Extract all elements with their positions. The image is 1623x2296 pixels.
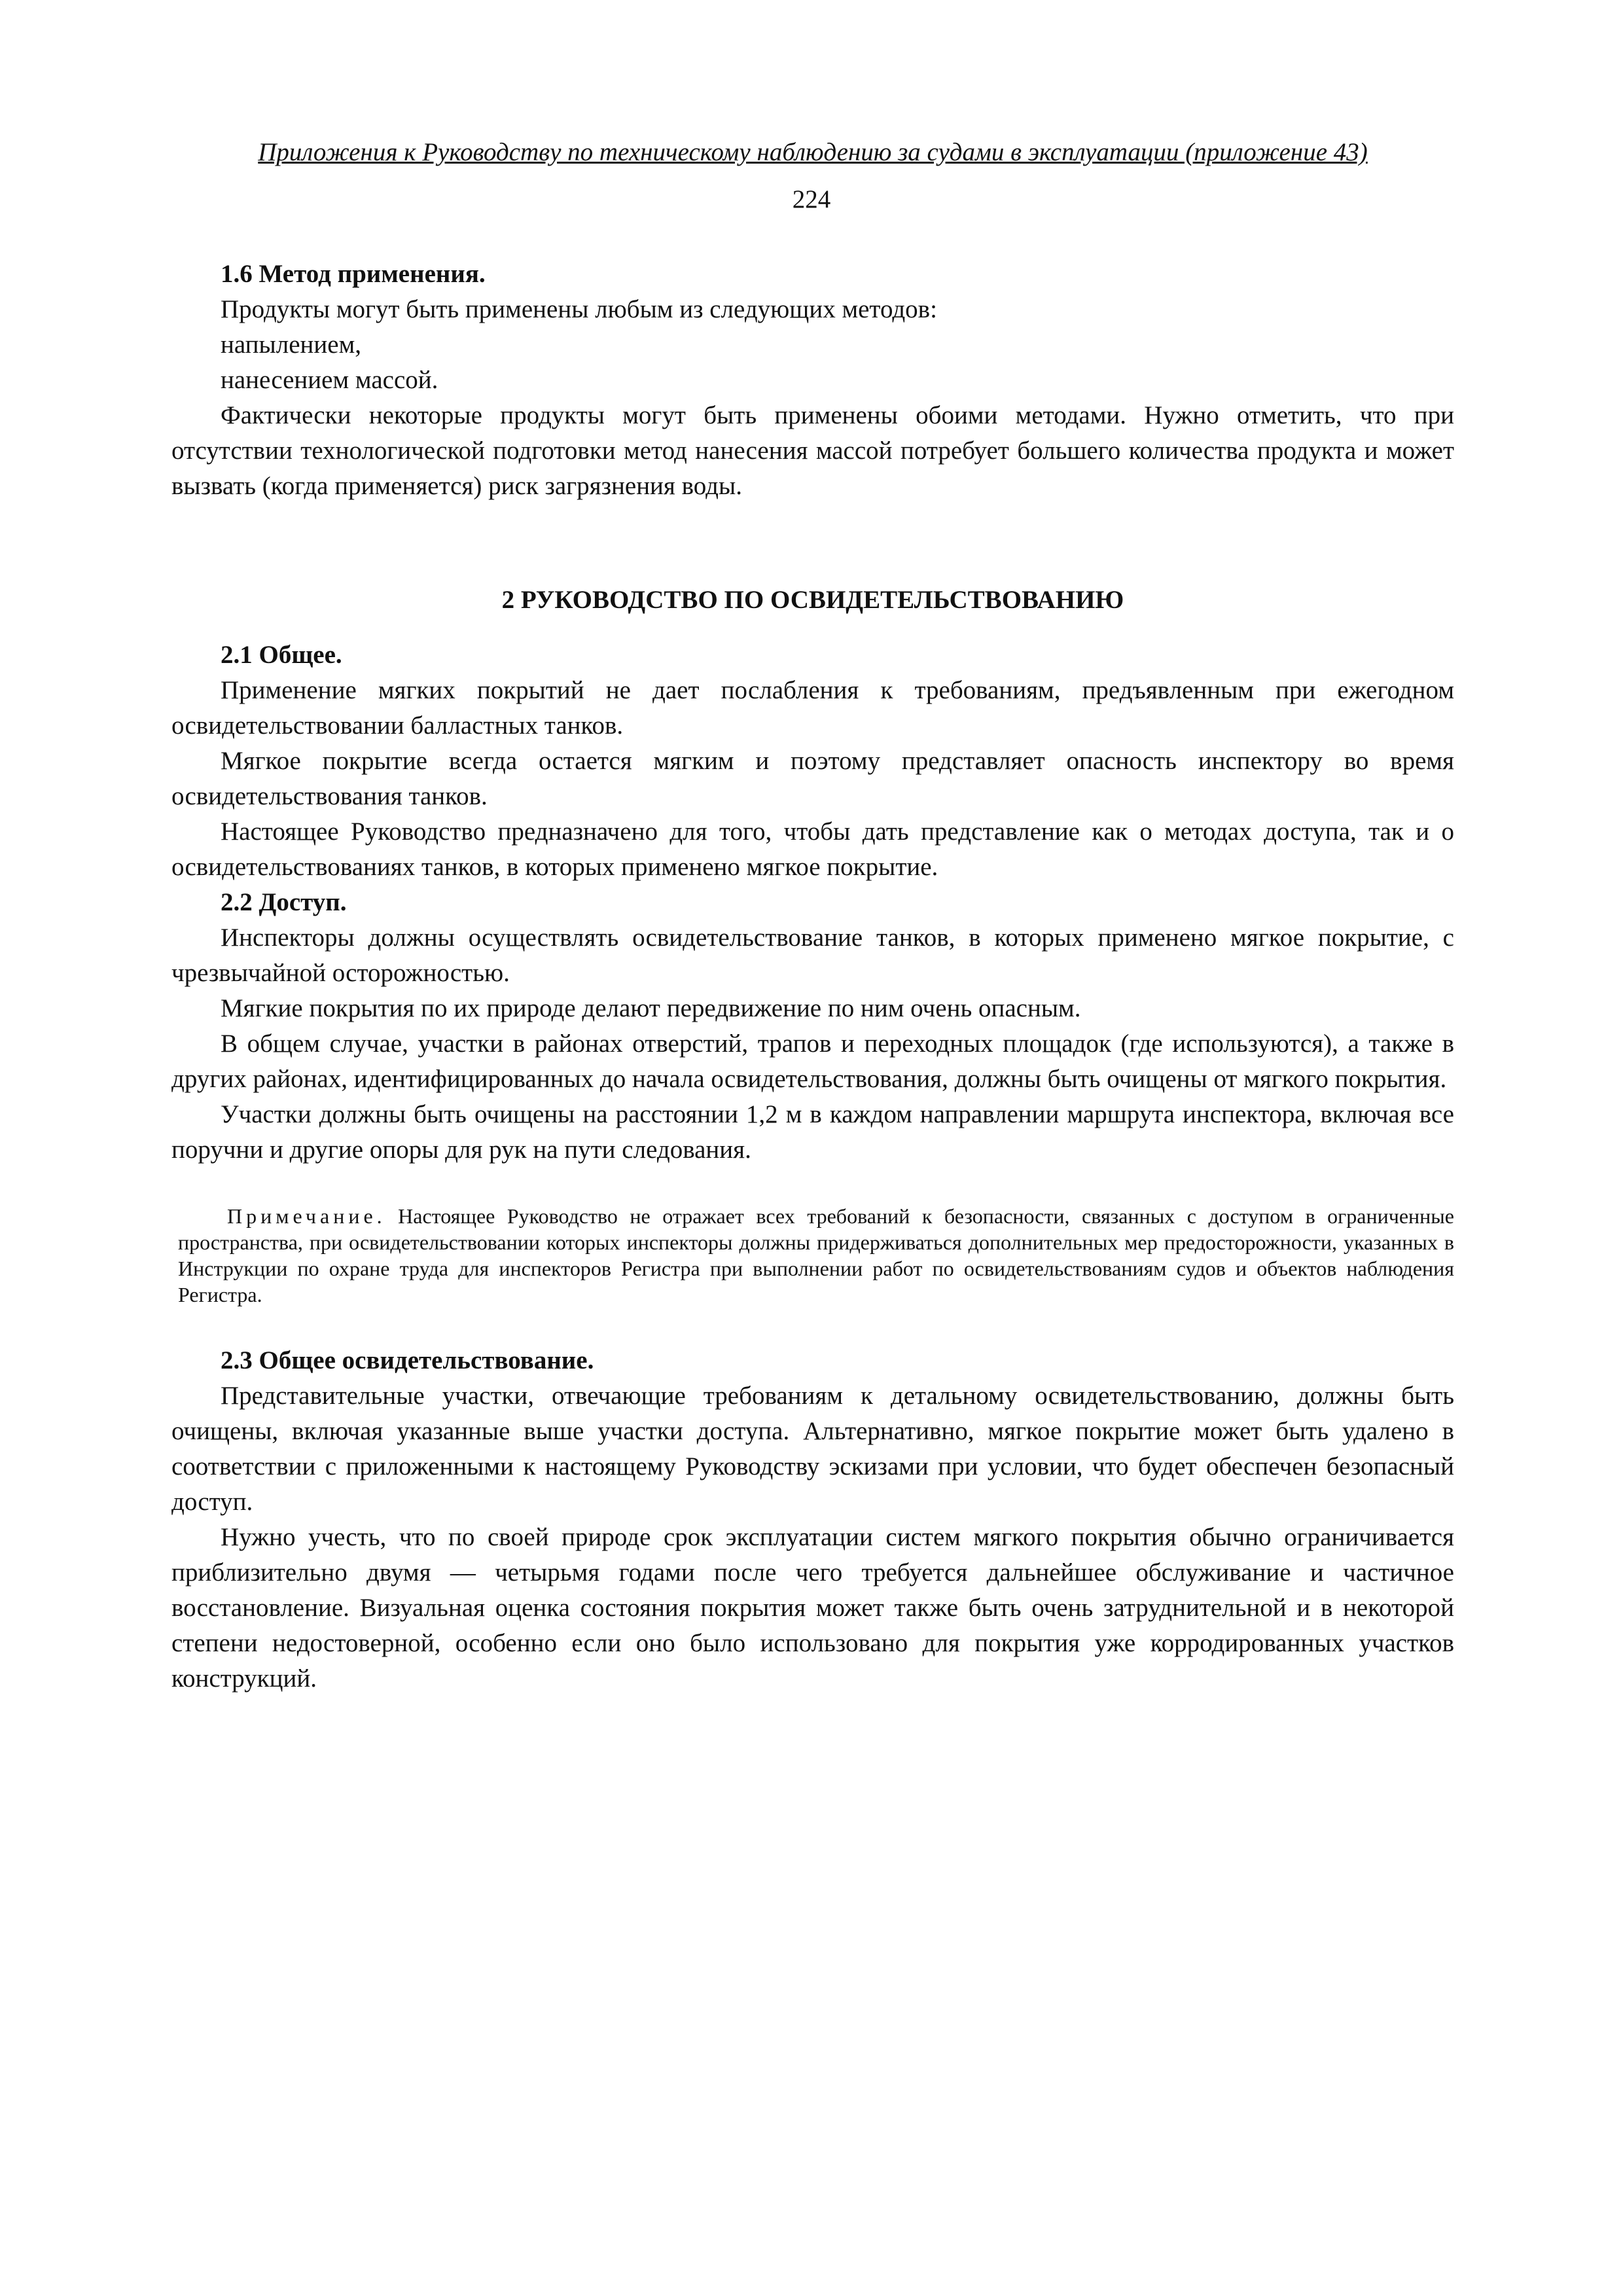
paragraph: Мягкие покрытия по их природе делают передвижение по ним очень опасным.	[221, 994, 1081, 1022]
paragraph: Инспекторы должны осуществлять освидетельствование танков, в которых применено мягкое покрытие, с чрезвычайной осторожностью.	[171, 924, 1454, 987]
page-content	[171, 257, 1454, 1696]
page-number: 224	[792, 185, 831, 213]
note-block	[171, 1203, 1454, 1308]
section-1-6-heading: 1.6 Метод применения.	[221, 260, 486, 288]
section-2-title: 2 РУКОВОДСТВО ПО ОСВИДЕТЕЛЬСТВОВАНИЮ	[501, 586, 1124, 614]
section-2-2-heading: 2.2 Доступ.	[221, 888, 347, 916]
running-header: Приложения к Руководству по техническому наблюдению за судами в эксплуатации (приложение 43)	[258, 138, 1368, 166]
paragraph: Фактически некоторые продукты могут быть применены обоими методами. Нужно отметить, что при отсутствии технологической подготовки метод нанесения массой потребует большего количества продукта и может вызвать (когда применяется) риск загрязнения воды.	[171, 401, 1454, 500]
paragraph: Нужно учесть, что по своей природе срок эксплуатации систем мягкого покрытия обычно ограничивается приблизительно двумя — четырьмя годами после чего требуется дальнейшее обслуживание и частичное восстановление. Визуальная оценка состояния покрытия может также быть очень затруднительной и в некоторой степени недостоверной, особенно если оно было использовано для покрытия уже корродированных участков конструкций.	[171, 1523, 1454, 1693]
note-label: Примечание.	[227, 1204, 386, 1228]
section-2-3-heading: 2.3 Общее освидетельствование.	[221, 1346, 594, 1374]
paragraph: Участки должны быть очищены на расстоянии 1,2 м в каждом направлении маршрута инспектора, включая все поручни и другие опоры для рук на пути следования.	[171, 1100, 1454, 1164]
paragraph: напылением,	[221, 331, 361, 359]
section-2-1-heading: 2.1 Общее.	[221, 641, 342, 669]
paragraph: Применение мягких покрытий не дает послабления к требованиям, предъявленным при ежегодном освидетельствовании балластных танков.	[171, 676, 1454, 740]
note-text: Настоящее Руководство не отражает всех требований к безопасности, связанных с доступом в ограниченные пространства, при освидетельствовании которых инспекторы должны придерживаться дополнительных мер предосторожности, указанных в Инструкции по охране труда для инспекторов Регистра при выполнении работ по освидетельствованиям судов и объектов наблюдения Регистра.	[178, 1204, 1454, 1306]
paragraph: нанесением массой.	[221, 366, 438, 394]
paragraph: В общем случае, участки в районах отверстий, трапов и переходных площадок (где используются), а также в других районах, идентифицированных до начала освидетельствования, должны быть очищены от мягкого покрытия.	[171, 1030, 1454, 1093]
paragraph: Продукты могут быть применены любым из следующих методов:	[221, 295, 937, 323]
paragraph: Мягкое покрытие всегда остается мягким и поэтому представляет опасность инспектору во время освидетельствования танков.	[171, 747, 1454, 810]
paragraph: Представительные участки, отвечающие требованиям к детальному освидетельствованию, должны быть очищены, включая указанные выше участки доступа. Альтернативно, мягкое покрытие может быть удалено в соответствии с приложенными к настоящему Руководству эскизами при условии, что будет обеспечен безопасный доступ.	[171, 1382, 1454, 1516]
paragraph: Настоящее Руководство предназначено для того, чтобы дать представление как о методах доступа, так и о освидетельствованиях танков, в которых применено мягкое покрытие.	[171, 817, 1454, 881]
